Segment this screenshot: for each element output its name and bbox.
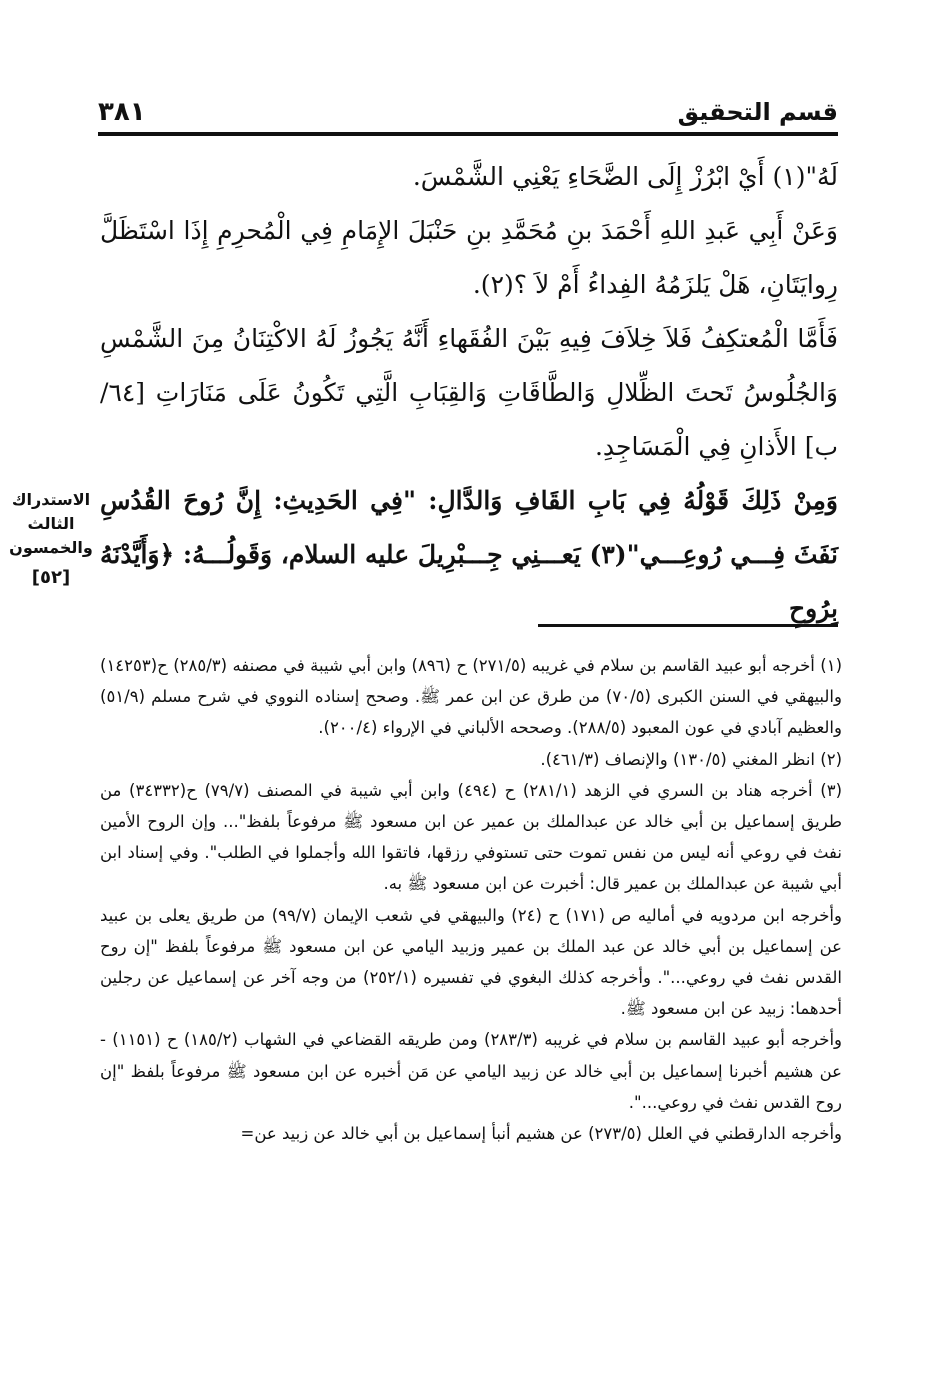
margin-note bbox=[4, 488, 98, 590]
main-paragraph-1: لَهُ"(١) أَيْ ابْرُزْ إِلَى الضَّحَاءِ يَعْنِي الشَّمْسَ. bbox=[412, 162, 838, 191]
footnote-1: (١) أخرجه أبو عبيد القاسم بن سلام في غريبه (٢٧١/٥) ح (٨٩٦) وابن أبي شيبة في مصنفه (٢٨٥/٣) ح(١٤٢٥٣) والبيهقي في السنن الكبرى (٧٠/٥) من طرق عن ابن عمر ﷺ. وصحح إسناده النووي في شرح مسلم (٥١/٩) والعظيم آبادي في عون المعبود (٢٨٨/٥). وصححه الألباني في الإرواء (٢٠٠/٤). bbox=[100, 656, 842, 738]
main-text bbox=[100, 150, 838, 636]
footnote-2: (٢) انظر المغني (١٣٠/٥) والإنصاف (٤٦١/٣). bbox=[540, 749, 842, 769]
main-paragraph-2: وَعَنْ أَبِي عَبدِ اللهِ أَحْمَدَ بنِ مُحَمَّدِ بنِ حَنْبَلَ الإِمَامِ فِي الْمُحرِمِ إِذَا اسْتَظَلَّ رِوايَتَانِ، هَلْ يَلزَمُهُ الفِداءُ أَمْ لاَ ؟(٢). bbox=[100, 216, 838, 299]
margin-note-line-3: والخمسون bbox=[9, 538, 93, 557]
footnote-3: (٣) أخرجه هناد بن السري في الزهد (٢٨١/١) ح (٤٩٤) وابن أبي شيبة في المصنف (٧٩/٧) ح(٣٤٣٣٢) من طريق إسماعيل بن أبي خالد عن عبدالملك بن عمير عن ابن مسعود ﷺ مرفوعاً بلفظ"... وإن الروح الأمين نفث في روعي أنه ليس من نفس تموت حتى تستوفي رزقها، فاتقوا الله وأجملوا في الطلب". وفي إسناد ابن أبي شيبة عن عبدالملك بن عمير قال: أخبرت عن ابن مسعود ﷺ به. bbox=[100, 780, 842, 894]
margin-note-line-2: الثالث bbox=[27, 514, 75, 533]
footnotes bbox=[100, 650, 842, 1149]
main-paragraph-4: وَمِنْ ذَلِكَ قَوْلُهُ فِي بَابِ القَافِ وَالدَّالِ: "فِي الحَدِيثِ: إِنَّ رُوحَ القُدُسِ نَفَثَ فِـــي رُوعِـــي"(٣) يَعـــنِي جِـــبْرِيلَ عليه السلام، وَقَولُـــهُ: ﴿وَأَيَّدْنَهُ بِرُوحِ bbox=[100, 486, 838, 623]
page-number: ٣٨١ bbox=[98, 97, 146, 127]
section-title: قسم التحقيق bbox=[677, 98, 838, 126]
margin-note-ref: [٥٢] bbox=[31, 567, 71, 588]
footnote-3-continuation-2: وأخرجه أبو عبيد القاسم بن سلام في غريبه (٢٨٣/٣) ومن طريقه القضاعي في الشهاب (١٨٥/٢) ح (١١٥١) - عن هشيم أخبرنا إسماعيل بن أبي خالد عن زبيد اليامي عن مَن أخبره عن ابن مسعود ﷺ مرفوعاً بلفظ "إن روح القدس نفث في روعي...". bbox=[100, 1030, 843, 1112]
main-paragraph-3: فَأَمَّا الْمُعتكِفُ فَلاَ خِلاَفَ فِيهِ بَيْنَ الفُقَهاءِ أَنَّهُ يَجُوزُ لَهُ الاكْتِنَانُ مِنَ الشَّمْسِ وَالجُلُوسُ تَحتَ الظِّلالِ وَالطَّاقَاتِ وَالقِبَابِ الَّتِي تَكُونُ عَلَى مَنَارَاتِ [٦٤/ب] الأَذانِ فِي الْمَسَاجِدِ. bbox=[100, 324, 838, 461]
footnote-3-continuation-1: وأخرجه ابن مردويه في أماليه ص (١٧١) ح (٢٤) والبيهقي في شعب الإيمان (٩٩/٧) من طريق يعلى بن عبيد عن إسماعيل بن أبي خالد عن عبد الملك بن عمير وزبيد اليامي عن ابن مسعود ﷺ مرفوعاً بلفظ "إن روح القدس نفث في روعي...". وأخرجه كذلك البغوي في تفسيره (٢٥٢/١) من وجه آخر عن إسماعيل عن رجلين أحدهما: زبيد عن ابن مسعود ﷺ. bbox=[100, 905, 843, 1019]
footnote-divider bbox=[538, 624, 838, 627]
margin-note-line-1: الاستدراك bbox=[11, 490, 91, 509]
footnote-3-continuation-3: وأخرجه الدارقطني في العلل (٢٧٣/٥) عن هشيم أنبأ إسماعيل بن أبي خالد عن زبيد عن= bbox=[240, 1124, 842, 1144]
running-header bbox=[98, 92, 838, 136]
